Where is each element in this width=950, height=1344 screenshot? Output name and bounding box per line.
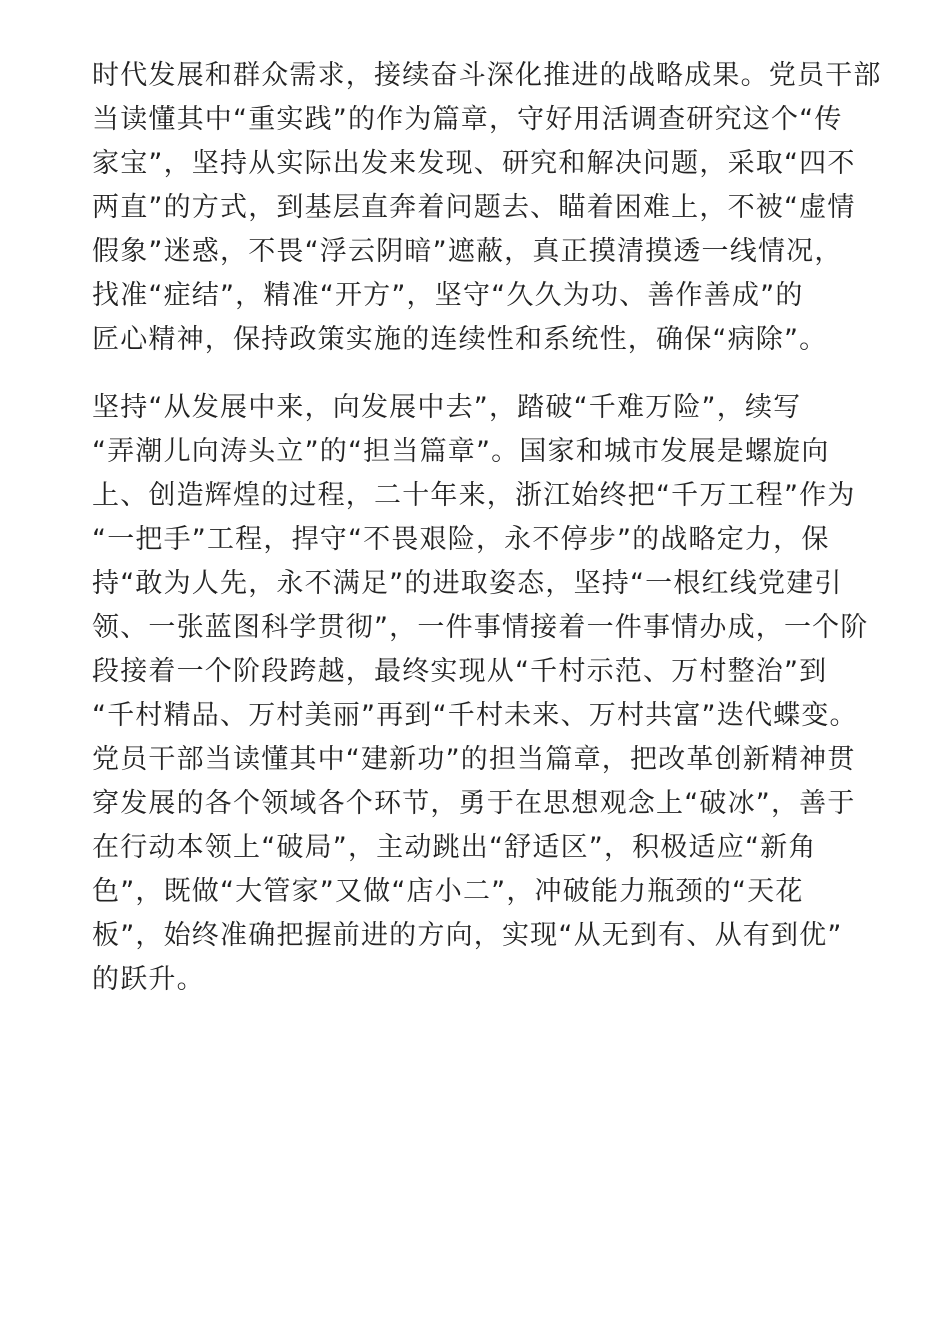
text-line: “千村精品、万村美丽”再到“千村未来、万村共富”迭代蝶变。 [92,700,858,731]
text-line: 上、创造辉煌的过程，二十年来，浙江始终把“千万工程”作为 [92,480,856,511]
text-line: 色”，既做“大管家”又做“店小二”，冲破能力瓶颈的“天花 [92,876,804,907]
text-line: 匠心精神，保持政策实施的连续性和系统性，确保“病除”。 [92,324,828,355]
text-line: 板”，始终准确把握前进的方向，实现“从无到有、从有到优” [92,920,843,951]
text-line: 在行动本领上“破局”，主动跳出“舒适区”，积极适应“新角 [92,832,817,863]
text-line: 坚持“从发展中来，向发展中去”，踏破“千难万险”，续写 [92,392,802,423]
text-line: 穿发展的各个领域各个环节，勇于在思想观念上“破冰”，善于 [92,788,856,819]
text-line: 家宝”，坚持从实际出发来发现、研究和解决问题，采取“四不 [92,148,856,179]
text-line: “弄潮儿向涛头立”的“担当篇章”。国家和城市发展是螺旋向 [92,436,830,467]
text-line: 假象”迷惑，不畏“浮云阴暗”遮蔽，真正摸清摸透一线情况， [92,236,843,267]
text-line: 党员干部当读懂其中“建新功”的担当篇章，把改革创新精神贯 [92,744,856,775]
text-line: 两直”的方式，到基层直奔着问题去、瞄着困难上，不被“虚情 [92,192,856,223]
paragraph-1 [92,54,912,362]
text-line: 领、一张蓝图科学贯彻”，一件事情接着一件事情办成，一个阶 [92,612,869,643]
text-line: 段接着一个阶段跨越，最终实现从“千村示范、万村整治”到 [92,656,828,687]
text-line: “一把手”工程，捍守“不畏艰险，永不停步”的战略定力，保 [92,524,830,555]
text-line: 的跃升。 [92,964,205,995]
text-line: 时代发展和群众需求，接续奋斗深化推进的战略成果。党员干部 [92,60,882,91]
text-line: 持“敢为人先，永不满足”的进取姿态，坚持“一根红线党建引 [92,568,843,599]
paragraph-2 [92,386,912,1002]
text-line: 找准“症结”，精准“开方”，坚守“久久为功、善作善成”的 [92,280,804,311]
text-line: 当读懂其中“重实践”的作为篇章，守好用活调查研究这个“传 [92,104,843,135]
